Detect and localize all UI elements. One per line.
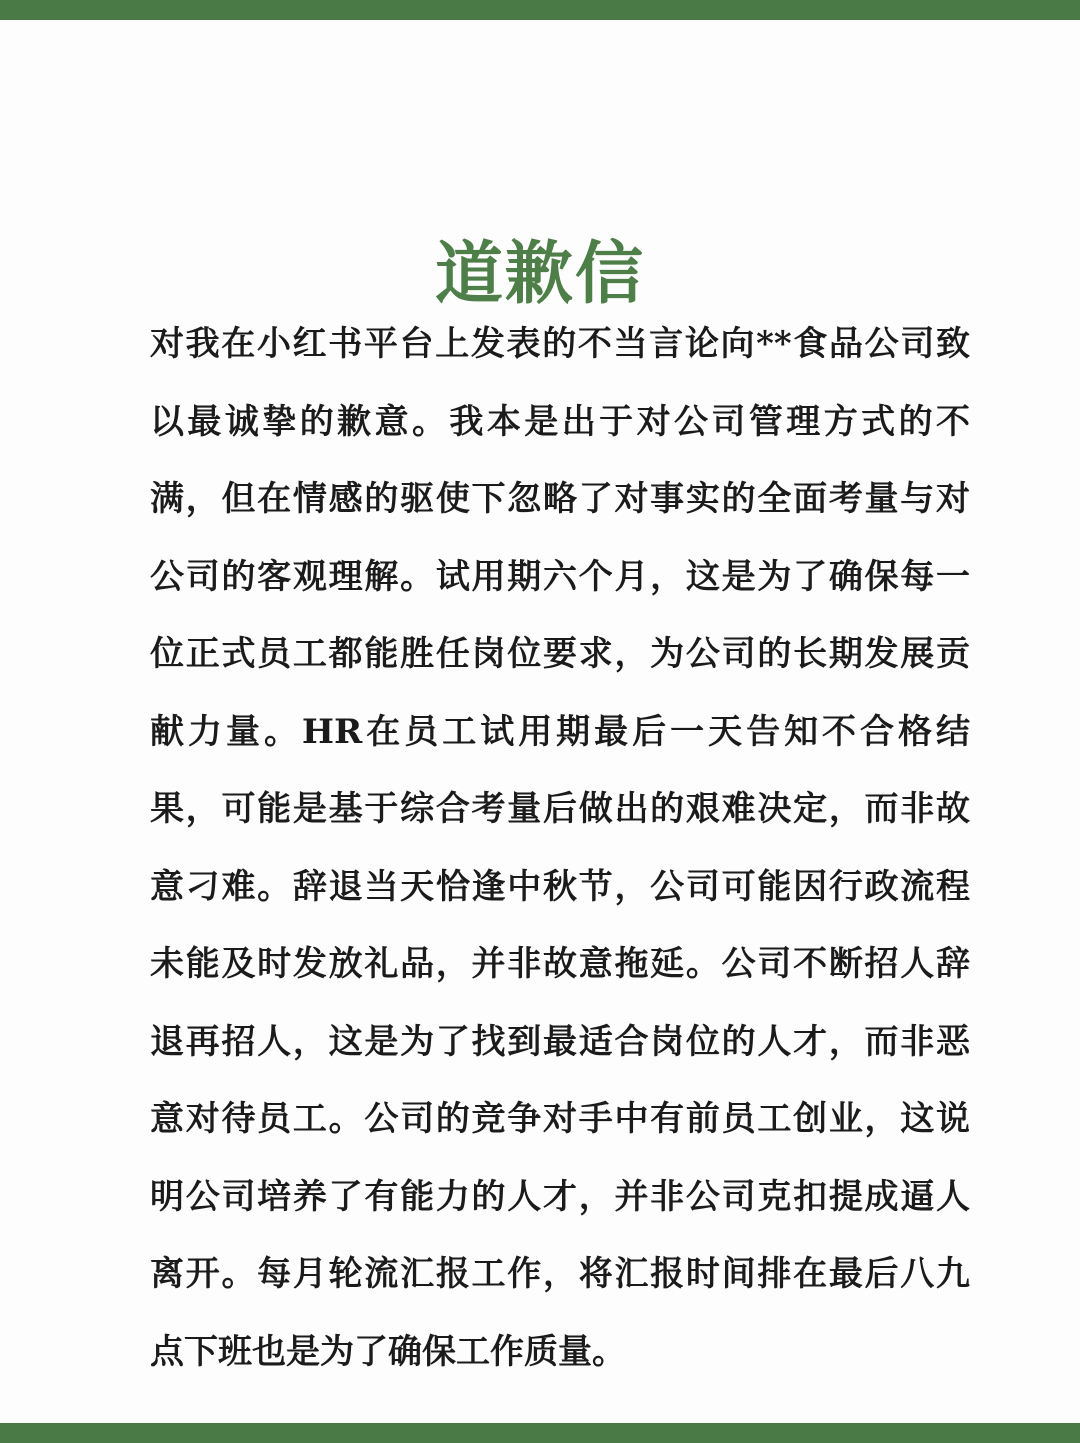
body-line: 退再招人，这是为了找到最适合岗位的人才，而非恶 [150,1021,970,1062]
body-line: 以最诚挚的歉意。我本是出于对公司管理方式的不 [150,401,970,442]
body-line: 意刁难。辞退当天恰逢中秋节，公司可能因行政流程 [150,866,970,907]
body-line: 明公司培养了有能力的人才，并非公司克扣提成逼人 [150,1176,970,1217]
body-line: 未能及时发放礼品，并非故意拖延。公司不断招人辞 [150,944,970,984]
body-line: 献力量。HR在员工试用期最后一天告知不合格结 [150,711,970,752]
body-line: 对我在小红书平台上发表的不当言论向**食品公司致 [150,324,970,364]
page-title: 道歉信 [434,233,645,314]
body-line: 位正式员工都能胜任岗位要求，为公司的长期发展贡 [150,634,970,674]
body-line: 点下班也是为了确保工作质量。 [150,1331,626,1372]
watermark-mark [1008,1405,1050,1419]
bottom-accent-bar [0,1423,1080,1443]
body-line: 满，但在情感的驱使下忽略了对事实的全面考量与对 [150,479,970,519]
body-line: 意对待员工。公司的竞争对手中有前员工创业，这说 [150,1099,970,1139]
body-line: 公司的客观理解。试用期六个月，这是为了确保每一 [150,556,970,597]
body-line: 果，可能是基于综合考量后做出的艰难决定，而非故 [150,789,970,829]
body-line: 离开。每月轮流汇报工作，将汇报时间排在最后八九 [150,1254,970,1294]
top-accent-bar [0,0,1080,20]
letter-body [150,306,970,1391]
